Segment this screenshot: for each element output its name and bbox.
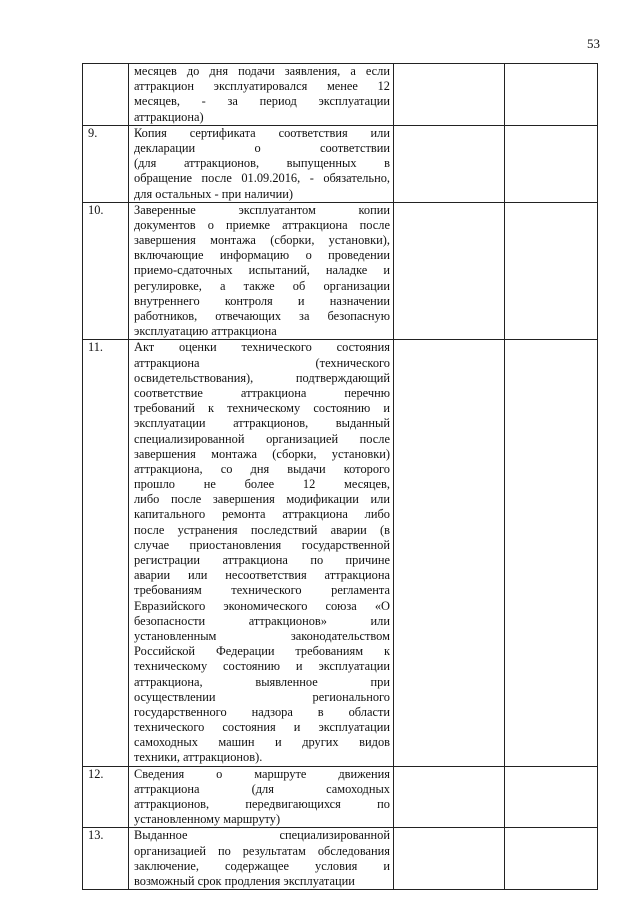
description-line: заключение, содержащее условия и [134,858,390,873]
description-line: осуществлении регионального [134,689,390,704]
description-line: освидетельствования), подтверждающий [134,370,390,385]
description-line: месяцев до дня подачи заявления, а если [134,64,390,78]
description-line: возможный срок продления эксплуатации [134,873,355,888]
empty-cell-b [505,766,598,828]
description-line: прошло не более 12 месяцев, [134,477,390,492]
description-line: месяцев, - за период эксплуатации [134,94,390,109]
empty-cell-a [394,64,505,126]
table-body [83,64,598,890]
table-row [83,828,598,890]
empty-cell-a [394,202,505,340]
description-line: аттракциона (для самоходных [134,781,390,796]
description-line: после устранения последствий аварии (в [134,522,390,537]
description-line: аттракциона, выявленное при [134,674,390,689]
description-line: технического состояния и эксплуатации [134,720,390,735]
description-line: аварии или несоответствия аттракциона [134,568,390,583]
empty-cell-a [394,125,505,202]
table-row [83,340,598,766]
page-number: 53 [587,36,600,51]
row-number: 13. [83,828,129,890]
empty-cell-b [505,202,598,340]
empty-cell-a [394,828,505,890]
description-line: Сведения о маршруте движения [134,766,390,781]
description-line: аттракциона) [134,109,204,124]
description-line: Евразийского экономического союза «О [134,598,390,613]
description-line: требованиям технического регламента [134,583,390,598]
description-line: соответствие аттракциона перечню [134,385,390,400]
description-line: для остальных - при наличии) [134,186,293,201]
description-line: аттракциона (технического [134,355,390,370]
description-line: декларации о соответствии [134,140,390,155]
table-row [83,202,598,340]
row-number: 12. [83,766,129,828]
description-line: работников, отвечающих за безопасную [134,309,390,323]
description-line: Российской Федерации требованиям к [134,644,390,659]
description-line: (для аттракционов, выпущенных в [134,156,390,171]
description-line: специализированной организацией после [134,431,390,446]
document-description [129,125,394,202]
description-line: капитального ремонта аттракциона либо [134,507,390,522]
description-line: установленным законодательством [134,628,390,643]
description-line: приемо-сдаточных испытаний, наладке и [134,263,390,278]
description-line: Копия сертификата соответствия или [134,125,390,140]
table-row [83,125,598,202]
empty-cell-b [505,340,598,766]
table-row [83,64,598,126]
description-line: завершения монтажа (сборки, установки), [134,233,390,248]
description-line: эксплуатации аттракционов, выданный [134,416,390,431]
empty-cell-b [505,828,598,890]
empty-cell-a [394,766,505,828]
description-line: государственного надзора в области [134,704,390,719]
description-line: Выданное специализированной [134,828,390,843]
description-line: обращение после 01.09.2016, - обязательно, [134,171,390,186]
description-line: аттракцион эксплуатировался менее 12 [134,79,390,94]
description-line: завершения монтажа (сборки, установки) [134,446,390,461]
empty-cell-b [505,125,598,202]
description-line: организацией по результатам обследования [134,843,390,858]
description-line: аттракционов, передвигающихся по [134,797,390,811]
document-description [129,340,394,766]
description-line: Акт оценки технического состояния [134,340,390,355]
description-line: внутреннего контроля и назначении [134,293,390,308]
description-line: регистрации аттракциона по причине [134,553,390,567]
row-number: 11. [83,340,129,766]
document-description [129,828,394,890]
description-line: документов о приемке аттракциона после [134,217,390,232]
description-line: эксплуатацию аттракциона [134,324,277,339]
empty-cell-b [505,64,598,126]
document-description [129,64,394,126]
description-line: требований к техническому состоянию и [134,401,390,416]
description-line: техники, аттракционов). [134,750,263,765]
description-line: безопасности аттракционов» или [134,613,390,628]
description-line: случае приостановления государственной [134,537,390,552]
description-line: аттракциона, со дня выдачи которого [134,461,390,476]
document-description [129,202,394,340]
empty-cell-a [394,340,505,766]
row-number: 10. [83,202,129,340]
description-line: самоходных машин и других видов [134,735,390,750]
document-table [82,63,598,890]
row-number [83,64,129,126]
row-number: 9. [83,125,129,202]
table-row [83,766,598,828]
description-line: Заверенные эксплуатантом копии [134,202,390,217]
description-line: либо после завершения модификации или [134,492,390,507]
document-description [129,766,394,828]
description-line: включающие информацию о проведении [134,248,390,263]
description-line: техническому состоянию и эксплуатации [134,659,390,674]
description-line: регулировке, а также об организации [134,278,390,293]
description-line: установленному маршруту) [134,812,281,827]
